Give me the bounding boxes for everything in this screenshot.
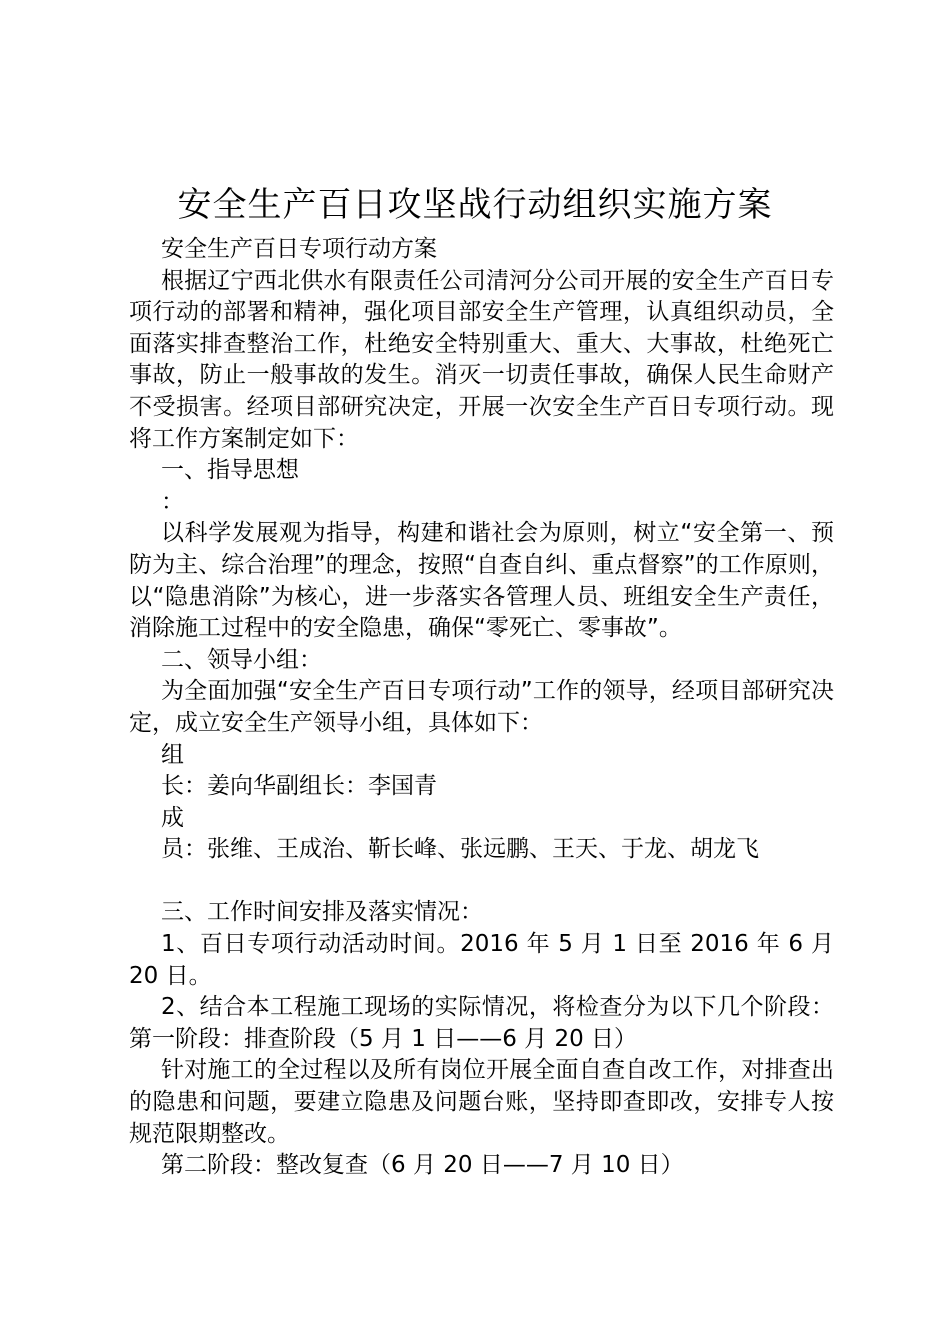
document-title: 安全生产百日攻坚战行动组织实施方案 xyxy=(177,185,773,225)
members-line: 员：张维、王成治、靳长峰、张远鹏、王天、于龙、胡龙飞 xyxy=(161,836,759,863)
intro-paragraph: 根据辽宁西北供水有限责任公司清河分公司开展的安全生产百日专项行动的部署和精神，强化项目部安全生产管理，认真组织动员，全面落实排查整治工作，杜绝安全特别重大、重大、大事故，杜绝死亡事故，防止一般事故的发生。消灭一切责任事故，确保人民生命财产不受损害。经项目部研究决定，开展一次安全生产百日专项行动。现将工作方案制定如下： xyxy=(129,267,834,452)
group-leader-label-line: 组 xyxy=(161,741,184,768)
schedule-item-2: 2、结合本工程施工现场的实际情况，将检查分为以下几个阶段：第一阶段：排查阶段（5 月 1 日——6 月 20 日） xyxy=(129,994,834,1052)
stage-1-description: 针对施工的全过程以及所有岗位开展全面自查自改工作，对排查出的隐患和问题，要建立隐患及问题台账，坚持即查即改，安排专人按规范限期整改。 xyxy=(129,1057,834,1147)
members-label-line: 成 xyxy=(161,804,184,831)
schedule-item-1: 1、百日专项行动活动时间。2016 年 5 月 1 日至 2016 年 6 月 20 日。 xyxy=(129,931,834,989)
group-leader-line: 长：姜向华副组长：李国青 xyxy=(161,773,437,800)
subtitle-paragraph: 安全生产百日专项行动方案 xyxy=(161,236,437,262)
stage-2-heading: 第二阶段：整改复查（6 月 20 日——7 月 10 日） xyxy=(161,1152,684,1179)
section-heading-schedule: 三、工作时间安排及落实情况： xyxy=(161,899,483,926)
section-heading-leadership-group: 二、领导小组： xyxy=(161,646,322,673)
guiding-ideology-paragraph: 以科学发展观为指导，构建和谐社会为原则，树立“安全第一、预防为主、综合治理”的理念，按照“自查自纠、重点督察”的工作原则，以“隐患消除”为核心，进一步落实各管理人员、班组安全生产责任，消除施工过程中的安全隐患，确保“零死亡、零事故”。 xyxy=(129,520,834,642)
colon-line: ： xyxy=(161,488,184,515)
section-heading-guiding-ideology: 一、指导思想 xyxy=(161,457,299,484)
leadership-intro-paragraph: 为全面加强“安全生产百日专项行动”工作的领导，经项目部研究决定，成立安全生产领导小组，具体如下： xyxy=(129,678,834,736)
document-body xyxy=(129,234,834,1182)
